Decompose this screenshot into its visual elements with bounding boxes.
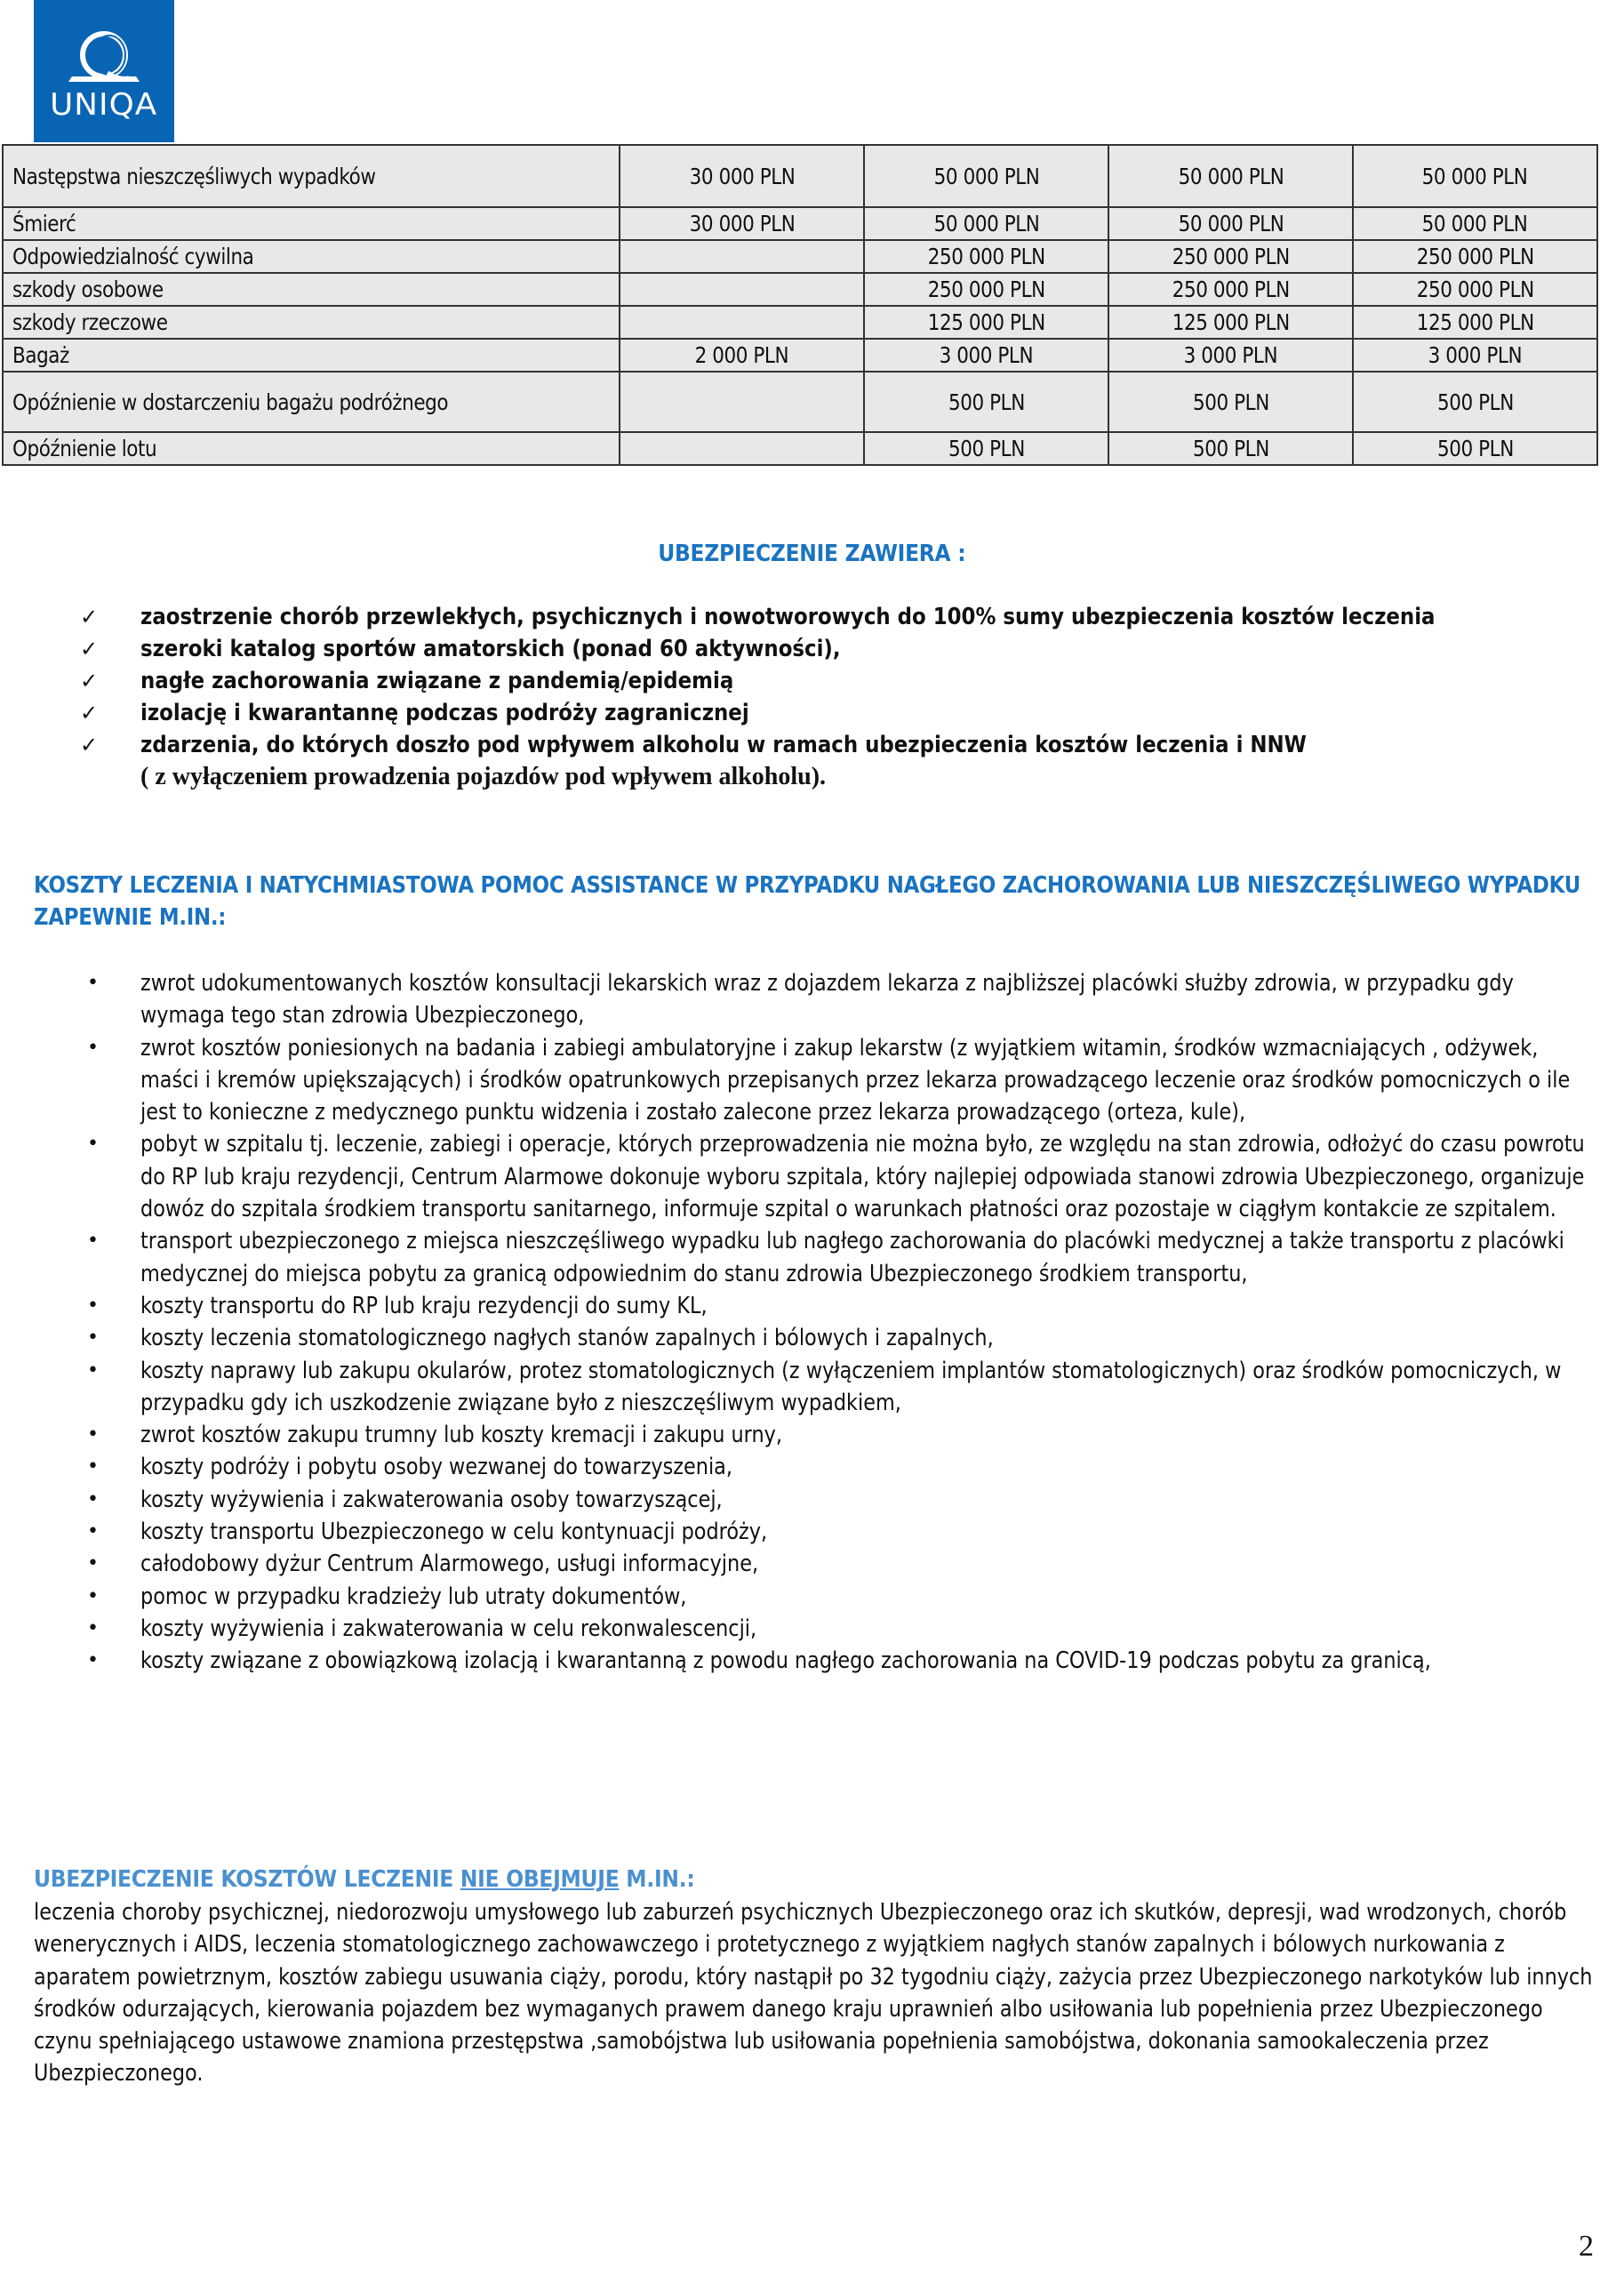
row-label: Odpowiedzialność cywilna (12, 244, 254, 269)
exclusions-heading-suffix: M.IN.: (619, 1866, 695, 1893)
row-label: Następstwa nieszczęśliwych wypadków (12, 163, 376, 189)
exclusions-heading-underlined: NIE OBEJMUJE (460, 1866, 620, 1893)
list-item (80, 1355, 1591, 1420)
uniqa-logo (34, 0, 174, 142)
list-item-text: koszty leczenia stomatologicznego nagłych stanów zapalnych i bólowych i zapalnych, (140, 1325, 994, 1352)
cell-value: 500 PLN (1192, 389, 1269, 415)
list-item (80, 1516, 1591, 1548)
row-label: Opóźnienie w dostarczeniu bagażu podróżnego (12, 389, 449, 415)
cell-value: 250 000 PLN (1172, 244, 1290, 269)
cell-value: 500 PLN (1436, 436, 1514, 461)
list-item-text: koszty wyżywienia i zakwaterowania w celu rekonwalescencji, (140, 1615, 757, 1642)
bullet-icon: • (87, 1423, 99, 1447)
bullet-icon: • (87, 1616, 99, 1639)
exclusions-paragraph (34, 1896, 1598, 2090)
page-number: 2 (1579, 2230, 1594, 2263)
bullet-icon: • (87, 1552, 99, 1575)
cell-value: 500 PLN (948, 436, 1025, 461)
cell-value: 3 000 PLN (1428, 342, 1523, 368)
cell-value: 500 PLN (1192, 436, 1269, 461)
list-item-text: nagłe zachorowania związane z pandemią/epidemią (140, 668, 734, 694)
exclusions-heading (34, 1863, 768, 1895)
check-icon: ✓ (80, 637, 99, 661)
cell-value: 50 000 PLN (1178, 163, 1284, 189)
list-item (80, 1484, 1591, 1516)
table-row (3, 240, 1597, 273)
includes-list (80, 601, 1556, 793)
list-item (80, 1581, 1591, 1613)
cell-value: 125 000 PLN (1172, 309, 1290, 335)
list-item (80, 1645, 1591, 1677)
assistance-list (80, 967, 1591, 1678)
cell-value: 250 000 PLN (927, 244, 1045, 269)
check-icon: ✓ (80, 669, 99, 693)
cell-value: 2 000 PLN (694, 342, 789, 368)
cell-value: 3 000 PLN (939, 342, 1034, 368)
cell-value: 250 000 PLN (927, 276, 1045, 302)
exclusions-text: leczenia choroby psychicznej, niedorozwoju umysłowego lub zaburzeń psychicznych Ubezpieczonego oraz ich skutków, depresji, wad wrodzonych, chorób wenerycznych i AIDS, leczenia stomatologicznego zachowawczego i protetycznego z wyjątkiem nagłych stanów zapalnych i bólowych nurkowania z aparatem powietrznym, kosztów zabiegu usuwania ciąży, porodu, który nastąpił po 32 tygodniu ciąży, zażycia przez Ubezpieczonego narkotyków lub innych środków odurzających, kierowania pojazdem bez wymaganych prawem danego kraju uprawnień albo usiłowania lub popełnienia przez Ubezpieczonego czynu spełniającego ustawowe znamiona przestępstwa ,samobójstwa lub usiłowania popełnienia samobójstwa, dokonania samookaleczenia przez Ubezpieczonego. (34, 1899, 1593, 2088)
check-icon: ✓ (80, 605, 99, 629)
list-item-text: zdarzenia, do których doszło pod wpływem alkoholu w ramach ubezpieczenia kosztów leczenia i NNW (140, 732, 1307, 758)
cell-value: 50 000 PLN (933, 163, 1040, 189)
exclusions-heading-prefix: UBEZPIECZENIE KOSZTÓW LECZENIE (34, 1866, 460, 1893)
check-icon: ✓ (80, 733, 99, 757)
alcohol-note: ( z wyłączeniem prowadzenia pojazdów pod wpływem alkoholu). (140, 763, 827, 790)
cell-value: 125 000 PLN (1416, 309, 1534, 335)
list-item-text: całodobowy dyżur Centrum Alarmowego, usługi informacyjne, (140, 1551, 759, 1578)
bullet-icon: • (87, 1358, 99, 1382)
list-item (80, 697, 1556, 729)
list-item (80, 1225, 1591, 1290)
bullet-icon: • (87, 1455, 99, 1479)
bullet-icon: • (87, 972, 99, 994)
list-item (80, 1548, 1591, 1580)
cell-value: 50 000 PLN (1178, 211, 1284, 236)
list-item (80, 1322, 1591, 1354)
list-item-text: koszty związane z obowiązkową izolacją i kwarantanną z powodu nagłego zachorowania na COVID-19 podczas pobytu za granicą, (140, 1647, 1431, 1675)
list-item (80, 601, 1556, 633)
assistance-heading-text: KOSZTY LECZENIA I NATYCHMIASTOWA POMOC ASSISTANCE W PRZYPADKU NAGŁEGO ZACHOROWANIA LUB NIESZCZĘŚLIWEGO WYPADKU ZAPEWNIE M.IN.: (34, 872, 1581, 931)
row-label: Opóźnienie lotu (12, 436, 157, 461)
list-item (80, 1032, 1591, 1129)
cell-value: 500 PLN (948, 389, 1025, 415)
list-item (80, 729, 1556, 793)
table-row (3, 339, 1597, 372)
bullet-icon: • (87, 1584, 99, 1607)
list-item-text: transport ubezpieczonego z miejsca nieszczęśliwego wypadku lub nagłego zachorowania do placówki medycznej a także transportu z placówki medycznej do miejsca pobytu za granicą odpowiednim do stanu zdrowia Ubezpieczonego środkiem transportu, (140, 1228, 1564, 1287)
list-item-text: izolację i kwarantannę podczas podróży zagranicznej (140, 700, 749, 726)
logo-text: UNIQA (50, 87, 158, 123)
list-item (80, 633, 1556, 665)
bullet-icon: • (87, 1649, 99, 1672)
table-row (3, 145, 1597, 207)
cell-value: 125 000 PLN (927, 309, 1045, 335)
includes-heading-text: UBEZPIECZENIE ZAWIERA : (658, 541, 966, 567)
bullet-icon: • (87, 1133, 99, 1156)
cell-value: 250 000 PLN (1416, 244, 1534, 269)
cell-value: 30 000 PLN (689, 163, 796, 189)
list-item-text: zaostrzenie chorób przewlekłych, psychicznych i nowotworowych do 100% sumy ubezpieczenia kosztów leczenia (140, 604, 1436, 630)
list-item-text: koszty transportu Ubezpieczonego w celu kontynuacji podróży, (140, 1519, 768, 1546)
list-item (80, 1613, 1591, 1645)
table-row (3, 372, 1597, 432)
bullet-icon: • (87, 1326, 99, 1350)
bullet-icon: • (87, 1294, 99, 1317)
cell-value: 30 000 PLN (689, 211, 796, 236)
row-label: szkody osobowe (12, 276, 164, 302)
list-item (80, 665, 1556, 697)
list-item-text: koszty podróży i pobytu osoby wezwanej do towarzyszenia, (140, 1454, 733, 1481)
list-item (80, 1419, 1591, 1451)
cell-value: 500 PLN (1436, 389, 1514, 415)
list-item-text: zwrot kosztów poniesionych na badania i zabiegi ambulatoryjne i zakup lekarstw (z wyjątkiem witamin, środków wzmacniających , odżywek, maści i kremów upiększających) i środków opatrunkowych przepisanych przez lekarza prowadzącego leczenie oraz środków pomocniczych o ile jest to konieczne z medycznego punktu widzenia i zostało zalecone przez lekarza prowadzącego (orteza, kule), (140, 1034, 1571, 1126)
list-item-text: pomoc w przypadku kradzieży lub utraty dokumentów, (140, 1583, 687, 1610)
row-label: Śmierć (12, 211, 76, 236)
table-row (3, 207, 1597, 240)
cell-value: 250 000 PLN (1416, 276, 1534, 302)
list-item-text: pobyt w szpitalu tj. leczenie, zabiegi i operacje, których przeprowadzenia nie można było, ze względu na stan zdrowia, odłożyć do czasu powrotu do RP lub kraju rezydencji, Centrum Alarmowe dokonuje wyboru szpitala, który najlepiej odpowiada stanowi zdrowia Ubezpieczonego, organizuje dowóz do szpitala środkiem transportu sanitarnego, informuje szpital o warunkach płatności oraz pozostaje w ciągłym kontakcie ze szpitalem. (140, 1131, 1585, 1223)
cell-value: 50 000 PLN (933, 211, 1040, 236)
cell-value: 250 000 PLN (1172, 276, 1290, 302)
list-item-text: koszty wyżywienia i zakwaterowania osoby towarzyszącej, (140, 1486, 723, 1513)
row-label: szkody rzeczowe (12, 309, 168, 335)
uniqa-q-logo-icon (63, 28, 145, 85)
list-item-text: zwrot kosztów zakupu trumny lub koszty kremacji i zakupu urny, (140, 1422, 782, 1449)
list-item-text: koszty transportu do RP lub kraju rezydencji do sumy KL, (140, 1292, 708, 1319)
bullet-icon: • (87, 1036, 99, 1059)
cell-value: 3 000 PLN (1183, 342, 1278, 368)
table-row (3, 432, 1597, 465)
cell-value: 50 000 PLN (1422, 163, 1528, 189)
list-item-text: szeroki katalog sportów amatorskich (ponad 60 aktywności), (140, 636, 841, 662)
list-item-text: koszty naprawy lub zakupu okularów, protez stomatologicznych (z wyłączeniem implantów stomatologicznych) oraz środków pomocniczych, w przypadku gdy ich uszkodzenie związane było z nieszczęśliwym wypadkiem, (140, 1357, 1562, 1416)
bullet-icon: • (87, 1487, 99, 1511)
list-item (80, 1128, 1591, 1225)
row-label: Bagaż (12, 342, 69, 368)
assistance-heading (34, 870, 1598, 934)
list-item (80, 967, 1591, 1032)
cell-value: 50 000 PLN (1422, 211, 1528, 236)
check-icon: ✓ (80, 701, 99, 725)
bullet-icon: • (87, 1520, 99, 1543)
coverage-table (2, 144, 1598, 466)
table-row (3, 306, 1597, 339)
list-item (80, 1451, 1591, 1483)
list-item (80, 1290, 1591, 1322)
table-row (3, 273, 1597, 306)
list-item-text: zwrot udokumentowanych kosztów konsultacji lekarskich wraz z dojazdem lekarza z najbliższej placówki służby zdrowia, w przypadku gdy wymaga tego stan zdrowia Ubezpieczonego, (140, 970, 1514, 1030)
includes-heading (0, 541, 1624, 567)
bullet-icon: • (87, 1230, 99, 1253)
